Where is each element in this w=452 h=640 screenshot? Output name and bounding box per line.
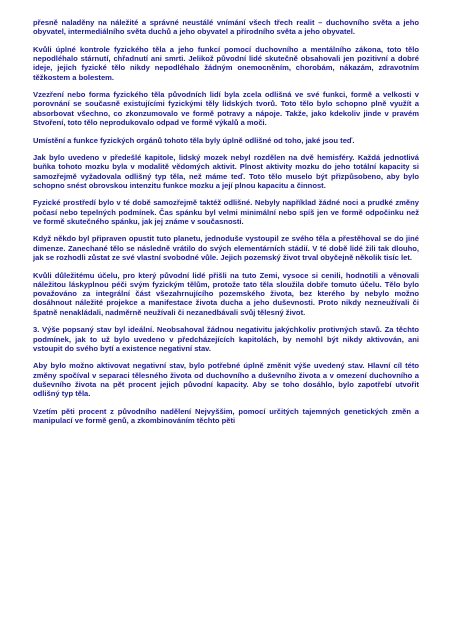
paragraph: Kvůli úplné kontrole fyzického těla a jeho funkcí pomocí duchovního a mentálního zákona, toto tělo nepodléhalo stárnutí, chřadnutí ani smrti. Jelikož původní lidé skutečně obsahovali jen pozitivní a dobré ideje, jejich fyzické tělo nikdy nepodléhalo žádným onemocněním, chorobám, nákazám, zdravotním těžkostem a bolestem. [33,44,419,82]
paragraph: Když někdo byl připraven opustit tuto planetu, jednoduše vystoupil ze svého těla a přestěhoval se do jiné dimenze. Zanechané tělo se následně vrátilo do svých elementárních stádií. V té době lidé žili tak dlouho, jak se rozhodli zůstat ze své vlastní svobodné vůle. Jejich pozemský život trval obyčejně několik tisíc let. [33,234,419,263]
paragraph: Vzetím pěti procent z původního nadělení Nejvyššim, pomocí určitých tajemných genetických změn a manipulací ve formě genů, a zkombinováním těchto pěti [33,406,419,425]
document-page [33,18,419,433]
paragraph: přesně naladěny na náležité a správné neustálé vnímání všech třech realit – duchovního světa a jeho obyvatel, intermediálního světa duchů a jeho obyvatel a přírodního světa a jeho obyvatel. [33,18,419,37]
paragraph: Vzezření nebo forma fyzického těla původních lidí byla zcela odlišná ve své funkci, formě a velkosti v porovnání se současně existujícími fyzickými těly lidských tvorů. Toto tělo bylo schopno plně využít a absorbovat všechno, co zkonzumovalo ve formě potravy a nápoje. Takže, jako kdekoliv jinde v pravém Stvoření, toto tělo neprodukovalo odpad ve formě výkalů a moči. [33,90,419,128]
paragraph: 3. Výše popsaný stav byl ideální. Neobsahoval žádnou negativitu jakýchkoliv protivných stavů. Za těchto podmínek, jak to už bylo uvedeno v předcházejících kapitolách, by nemohl být nikdy aktivován, ani vstoupit do svého bytí a existence negativní stav. [33,325,419,353]
paragraph: Fyzické prostředí bylo v té době samozřejmě taktéž odlišné. Nebyly například žádné noci a prudké změny počasí nebo tepelných podmínek. Čas spánku byl velmi minimální nebo spíš jen ve formě odpočinku než ve formě skutečného spánku, jak jej známe v současnosti. [33,198,419,226]
paragraph: Umístění a funkce fyzických orgánů tohoto těla byly úplně odlišné od toho, jaké jsou teď. [33,135,355,145]
paragraph: Kvůli důležitému účelu, pro který původní lidé přišli na tuto Zemi, vysoce si cenili, hodnotili a věnovali náležitou láskyplnou péči svým fyzickým tělům, protože tato těla sloužila dobře tomuto účelu. Tělo bylo považováno za integrální část všezahrnujícího pozemského života, bez kterého by nebylo možno dosáhnout náležité projekce a manifestace života ducha a jeho duševnosti. Proto nikdy nezneužívali či špatně nenakládali, nadměrně neužívali či nezanedbávali svůj tělesný život. [33,270,419,317]
paragraph: Jak bylo uvedeno v předešlé kapitole, lidský mozek nebyl rozdělen na dvě hemisféry. Každá jednotlivá buňka tohoto mozku byla v modalitě vědomých aktivit. Plnost aktivity mozku do jeho totální kapacity si samozřejmě vyžadovala odlišný typ těla, než máme teď. Toto tělo muselo být přizpůsobeno, aby bylo schopno snést obrovskou intenzitu funkce mozku a její plnou kapacitu a činnost. [33,153,419,190]
paragraph: Aby bylo možno aktivovat negativní stav, bylo potřebné úplně změnit výše uvedený stav. Hlavní cíl této změny spočíval v separaci tělesného života od duchovního a duševního života a v omezení duchovního a duševního života na pět procent jejich původní kapacity. Aby se toho dosáhlo, bylo zapotřebí utvořit odlišný typ těla. [33,361,419,399]
